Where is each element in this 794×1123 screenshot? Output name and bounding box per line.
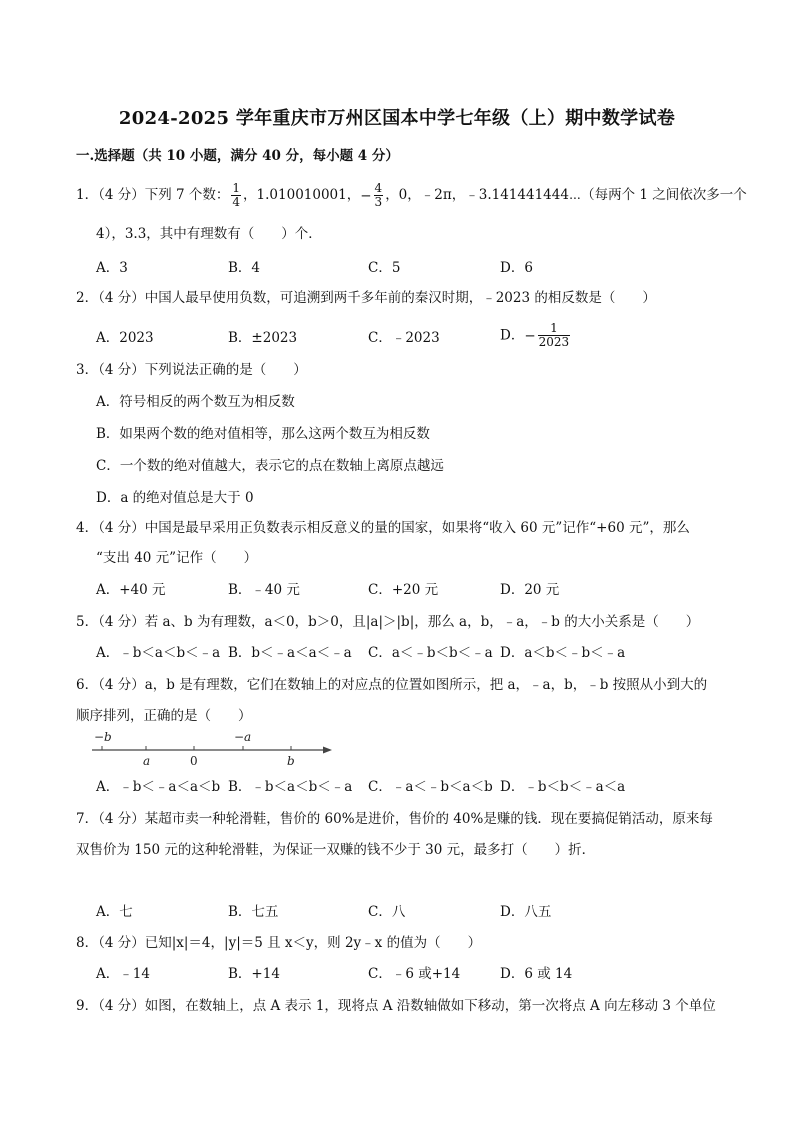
q4-option-b[interactable]: B．﹣40 元 xyxy=(228,582,300,598)
q6-option-c[interactable]: C．﹣a＜﹣b＜a＜b xyxy=(368,779,493,795)
q2-option-b[interactable]: B．±2023 xyxy=(228,330,298,346)
q8-option-c[interactable]: C．﹣6 或+14 xyxy=(368,966,461,982)
minus-sign: − xyxy=(524,327,536,344)
question-7-line-1: 7．（4 分）某超市卖一种轮滑鞋，售价的 60%是进价，售价的 40%是赚的钱．现在要搞促销活动，原来每 xyxy=(76,811,713,827)
q5-option-d[interactable]: D．a＜b＜﹣b＜﹣a xyxy=(500,645,626,661)
question-4-line-2: “支出 40 元”记作（ ） xyxy=(96,550,258,566)
fraction-numerator: 4 xyxy=(374,181,383,195)
q1-option-c[interactable]: C．5 xyxy=(368,260,401,276)
q1-mid: ，1.010010001， xyxy=(243,187,361,203)
q7-option-c[interactable]: C．八 xyxy=(368,904,406,920)
q1-option-d[interactable]: D．6 xyxy=(500,260,533,276)
label-b: b xyxy=(287,754,295,768)
label-neg-b: −b xyxy=(94,730,112,744)
fraction-numerator: 1 xyxy=(538,322,571,336)
q6-option-b[interactable]: B．﹣b＜a＜b＜﹣a xyxy=(228,779,353,795)
q2-option-d-prefix: D． xyxy=(500,327,525,344)
fraction-one-over-2023 xyxy=(538,322,571,349)
question-6-line-1: 6．（4 分）a，b 是有理数，它们在数轴上的对应点的位置如图所示，把 a，﹣a，b，﹣b 按照从小到大的 xyxy=(76,677,708,693)
question-4-line-1: 4．（4 分）中国是最早采用正负数表示相反意义的量的国家，如果将“收入 60 元”记作“+60 元”，那么 xyxy=(76,520,690,536)
q8-option-d[interactable]: D．6 或 14 xyxy=(500,966,573,982)
fraction-denominator: 2023 xyxy=(538,335,570,349)
fraction-one-quarter xyxy=(231,182,241,209)
q3-option-c[interactable]: C．一个数的绝对值越大，表示它的点在数轴上离原点越远 xyxy=(96,458,444,474)
q6-option-a[interactable]: A．﹣b＜﹣a＜a＜b xyxy=(96,779,221,795)
arrow-right-icon xyxy=(323,747,332,754)
q6-option-d[interactable]: D．﹣b＜b＜﹣a＜a xyxy=(500,779,626,795)
q4-option-c[interactable]: C．+20 元 xyxy=(368,582,439,598)
question-8-text: 8．（4 分）已知|x|＝4，|y|＝5 且 x＜y，则 2y﹣x 的值为（ ） xyxy=(76,935,482,951)
q2-option-d[interactable] xyxy=(500,322,572,349)
fraction-denominator: 4 xyxy=(232,195,241,209)
question-7-line-2: 双售价为 150 元的这种轮滑鞋，为保证一双赚的钱不少于 30 元，最多打（ ）折． xyxy=(76,842,596,858)
label-zero: 0 xyxy=(190,754,198,768)
section-heading: 一.选择题（共 10 小题，满分 40 分，每小题 4 分） xyxy=(76,148,399,164)
q5-option-b[interactable]: B．b＜﹣a＜a＜﹣a xyxy=(228,645,352,661)
minus-sign: − xyxy=(360,187,372,204)
q1-prefix: 1．（4 分）下列 7 个数： xyxy=(76,187,230,203)
fraction-denominator: 3 xyxy=(374,195,383,209)
page-title: 2024-2025 学年重庆市万州区国本中学七年级（上）期中数学试卷 xyxy=(118,108,676,129)
q8-option-b[interactable]: B．+14 xyxy=(228,966,280,982)
q1-rest: ，0，﹣2π，﹣3.141441444⋯（每两个 1 之间依次多一个 xyxy=(385,187,747,203)
q2-option-c[interactable]: C．﹣2023 xyxy=(368,330,440,346)
q4-option-a[interactable]: A．+40 元 xyxy=(96,582,166,598)
question-1-line-2: 4），3.3，其中有理数有（ ）个． xyxy=(96,226,322,242)
q8-option-a[interactable]: A．﹣14 xyxy=(96,966,150,982)
q1-option-b[interactable]: B．4 xyxy=(228,260,261,276)
question-6-line-2: 顺序排列，正确的是（ ） xyxy=(76,708,252,724)
question-2-text: 2．（4 分）中国人最早使用负数，可追溯到两千多年前的秦汉时期，﹣2023 的相反数是（ ） xyxy=(76,290,656,306)
q4-option-d[interactable]: D．20 元 xyxy=(500,582,560,598)
label-a: a xyxy=(143,754,151,768)
q1-option-a[interactable]: A．3 xyxy=(96,260,128,276)
question-5-text: 5．（4 分）若 a、b 为有理数，a＜0，b＞0，且|a|＞|b|，那么 a，b，﹣a，﹣b 的大小关系是（ ） xyxy=(76,614,700,630)
question-1-line-1 xyxy=(76,182,747,209)
q5-option-a[interactable]: A．﹣b＜a＜b＜﹣a xyxy=(96,645,221,661)
number-line-figure xyxy=(90,728,340,770)
question-9-text: 9．（4 分）如图，在数轴上，点 A 表示 1，现将点 A 沿数轴做如下移动，第一次将点 A 向左移动 3 个单位 xyxy=(76,998,716,1014)
q3-option-b[interactable]: B．如果两个数的绝对值相等，那么这两个数互为相反数 xyxy=(96,426,430,442)
q7-option-b[interactable]: B．七五 xyxy=(228,904,279,920)
label-neg-a: −a xyxy=(234,730,252,744)
q3-option-d[interactable]: D．a 的绝对值总是大于 0 xyxy=(96,490,254,506)
q2-option-a[interactable]: A．2023 xyxy=(96,330,154,346)
fraction-numerator: 1 xyxy=(232,181,241,195)
q3-option-a[interactable]: A．符号相反的两个数互为相反数 xyxy=(96,394,295,410)
q7-option-a[interactable]: A．七 xyxy=(96,904,133,920)
question-3-text: 3．（4 分）下列说法正确的是（ ） xyxy=(76,362,307,378)
fraction-four-thirds xyxy=(374,182,384,209)
q5-option-c[interactable]: C．a＜﹣b＜b＜﹣a xyxy=(368,645,493,661)
q7-option-d[interactable]: D．八五 xyxy=(500,904,552,920)
